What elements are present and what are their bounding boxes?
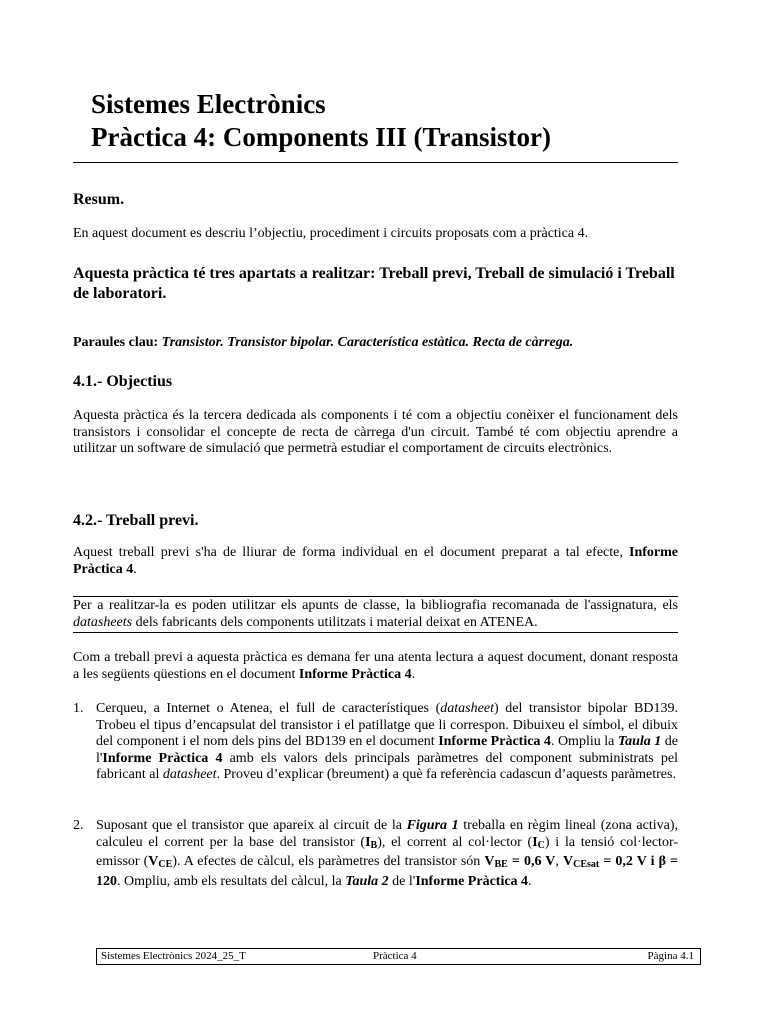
symbol-main: V: [563, 854, 574, 870]
bold-span: Informe Pràctica 4: [438, 734, 551, 750]
italic-span: datasheet: [440, 701, 494, 716]
section-heading-objectius: 4.1.- Objectius: [73, 373, 173, 390]
boxed-note-text: [73, 598, 678, 631]
keywords-value: Transistor. Transistor bipolar. Característica estàtica. Recta de càrrega.: [161, 335, 574, 350]
document-title: [91, 88, 691, 154]
page-footer: [96, 948, 701, 965]
title-line-2: Pràctica 4: Components III (Transistor): [91, 122, 551, 152]
text-span: ), el corrent al col·lector (: [377, 834, 533, 850]
list-item-text: [96, 701, 678, 784]
footer-practice: Pràctica 4: [373, 950, 417, 962]
symbol-main: I: [365, 834, 371, 850]
list-item: [73, 818, 678, 890]
keywords-label: Paraules clau:: [73, 335, 159, 350]
italic-span: datasheet: [162, 767, 217, 783]
bold-span: Informe Pràctica 4: [102, 750, 223, 766]
symbol-value: = 0,6 V: [507, 854, 556, 870]
italic-span: datasheets: [73, 614, 133, 630]
symbol-subscript: BE: [494, 859, 508, 871]
text-span: de l': [388, 873, 416, 889]
text-span: .: [133, 561, 137, 577]
symbol-main: I: [532, 834, 538, 850]
symbol-subscript: B: [370, 839, 378, 851]
list-item-text: [96, 818, 678, 890]
title-line-1: Sistemes Electrònics: [91, 89, 326, 119]
boxed-note: [73, 596, 678, 633]
symbol-main: V: [484, 854, 495, 870]
text-span: . Ompliu la: [550, 734, 618, 750]
resum-heading: Resum.: [73, 191, 125, 208]
keywords: [73, 335, 678, 351]
list-number: 2.: [73, 818, 84, 833]
text-span: ,: [555, 854, 563, 870]
treball-previ-text: [73, 545, 678, 578]
resum-bold-lead: Aquesta pràctica té tres apartats a realitzar: Treball previ, Treball de simulació i Treball de laboratori.: [73, 265, 675, 302]
bold-italic-span: Taula 1: [617, 734, 662, 750]
section-heading-treball-previ: 4.2.- Treball previ.: [73, 512, 199, 529]
text-span: .: [411, 666, 416, 682]
bold-italic-span: Figura 1: [406, 818, 459, 833]
text-span: . Proveu d’explicar (breument) a què fa referència cadascun d’aquests paràmetres.: [216, 767, 676, 783]
symbol-subscript: C: [537, 839, 545, 851]
footer-page-number: Pàgina 4.1: [647, 950, 694, 962]
text-span: Per a realitzar-la es poden utilitzar els apunts de classe, la bibliografia recomanada de l'assignatura, els: [73, 598, 678, 613]
text-span: Aquest treball previ s'ha de lliurar de forma individual en el document preparat a tal efecte,: [73, 545, 629, 560]
bold-span: Informe Pràctica 4: [73, 545, 678, 577]
text-span: ). A efectes de càlcul, els paràmetres del transistor són: [172, 854, 485, 870]
symbol-subscript: CE: [158, 859, 173, 871]
text-span: .: [528, 873, 532, 889]
objectius-text: Aquesta pràctica és la tercera dedicada als components i té com a objectiu conèixer el funcionament dels transistors i consolidar el concepte de recta de càrrega d'un circuit. També té com objectiu aprendre a utilitzar un software de simulació que permetrà estudiar el comportament de circuits electrònics.: [73, 408, 678, 457]
title-divider: [73, 162, 678, 163]
text-span: amb els valors dels principals paràmetres del component subministrats pel fabricant al: [96, 750, 679, 783]
list-item: [73, 701, 678, 784]
text-span: dels fabricants dels components utilitzats i material deixat en ATENEA.: [132, 614, 538, 630]
list-number: 1.: [73, 701, 84, 716]
bold-span: Informe Pràctica 4: [415, 873, 529, 889]
resum-intro: En aquest document es descriu l’objectiu, procediment i circuits proposats com a pràctica 4.: [73, 226, 589, 241]
text-span: . Ompliu, amb els resultats del càlcul, la: [117, 873, 346, 889]
text-span: Cerqueu, a Internet o Atenea, el full de característiques (: [96, 701, 441, 716]
text-span: de l': [96, 734, 678, 766]
text-span: ) del transistor bipolar BD139. Trobeu el tipus d’encapsulat del transistor i el patillatge que li correspon. Dibuixeu el símbol, el dibuix del component i el nom dels pins del BD139 en el document: [96, 701, 678, 750]
symbol-subscript: CEsat: [573, 859, 600, 871]
footer-course: Sistemes Electrònics 2024_25_T: [101, 950, 246, 962]
bold-span: Informe Pràctica 4: [298, 666, 412, 682]
symbol-value: = 0,2 V i β = 120: [96, 854, 679, 889]
text-span: ) i la tensió col·lector-emissor (: [96, 834, 678, 870]
text-span: treballa en règim lineal (zona activa), calculeu el corrent per la base del transistor (: [96, 818, 678, 850]
symbol-main: V: [148, 854, 159, 870]
bold-italic-span: Taula 2: [345, 873, 389, 889]
text-span: Suposant que el transistor que apareix al circuit de la: [96, 818, 407, 833]
lectura-text: [73, 650, 678, 683]
text-span: Com a treball previ a aquesta pràctica es demana fer una atenta lectura a aquest document, donant resposta a les següents qüestions en el document: [73, 650, 678, 682]
